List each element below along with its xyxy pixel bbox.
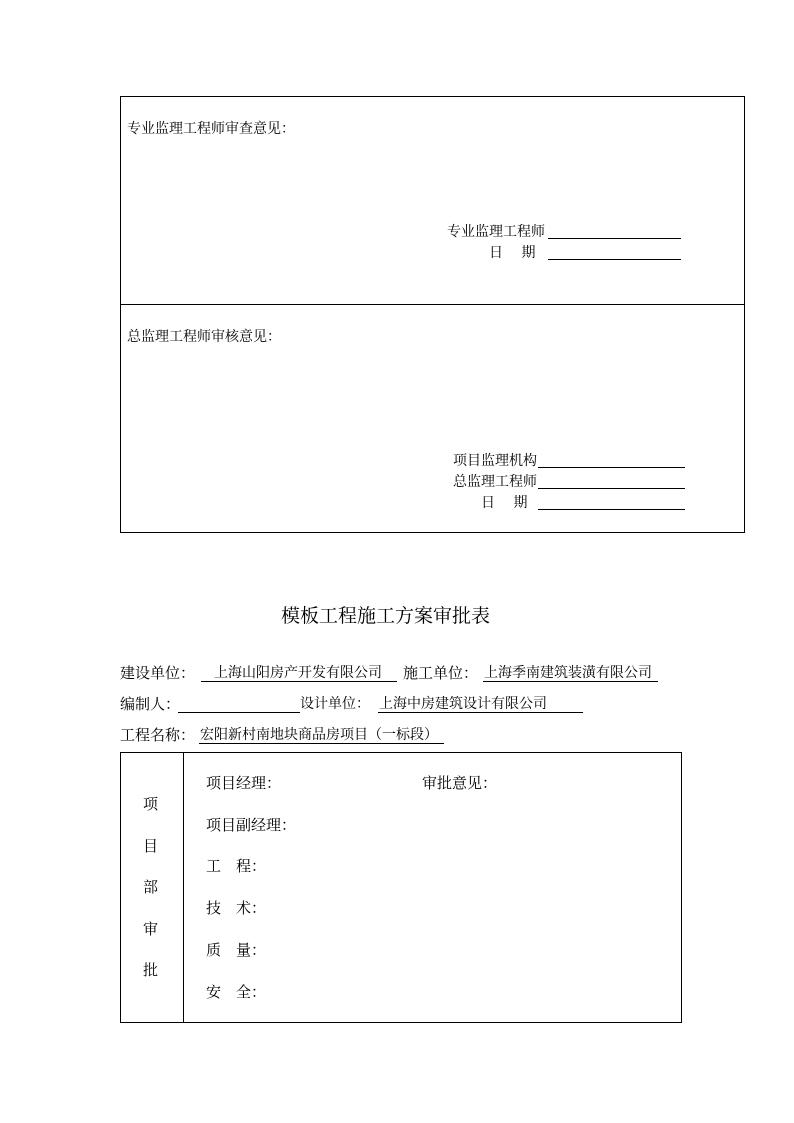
design-unit-line[interactable] <box>378 712 583 713</box>
build-unit-value[interactable]: 上海山阳房产开发有限公司 <box>214 665 382 681</box>
side-char-1: 项 <box>143 795 159 813</box>
engineer-review-heading: 专业监理工程师审查意见： <box>127 121 295 137</box>
approval-divider <box>183 752 184 1023</box>
side-char-5: 批 <box>143 961 159 979</box>
build-unit-line[interactable] <box>201 681 397 682</box>
side-char-2: 目 <box>143 837 159 855</box>
engineer-sign-line[interactable] <box>548 238 681 239</box>
engineer-date-line[interactable] <box>548 259 681 260</box>
design-unit-label: 设计单位： <box>300 696 370 712</box>
supervision-org-label: 项目监理机构 <box>453 453 537 469</box>
safety-label: 安 全： <box>206 983 267 1001</box>
design-unit-value[interactable]: 上海中房建筑设计有限公司 <box>379 696 547 712</box>
chief-date-line[interactable] <box>538 509 685 510</box>
side-char-3: 部 <box>143 878 159 896</box>
technical-label: 技 术： <box>206 899 267 917</box>
project-name-value[interactable]: 宏阳新村南地块商品房项目（一标段） <box>200 727 438 743</box>
construction-unit-line[interactable] <box>483 681 658 682</box>
chief-date-label: 日 期 <box>481 495 528 511</box>
deputy-manager-label: 项目副经理： <box>206 816 297 834</box>
editor-line[interactable] <box>178 712 300 713</box>
chief-review-heading: 总监理工程师审核意见： <box>127 329 281 345</box>
side-char-4: 审 <box>143 920 159 938</box>
construction-unit-value[interactable]: 上海季南建筑装潢有限公司 <box>484 665 652 681</box>
chief-engineer-line[interactable] <box>538 488 685 489</box>
engineer-sign-label: 专业监理工程师 <box>447 224 545 240</box>
approval-table <box>120 752 682 1023</box>
quality-label: 质 量： <box>206 941 267 959</box>
supervision-org-line[interactable] <box>538 467 685 468</box>
engineer-date-label: 日 期 <box>489 245 536 261</box>
project-name-label: 工程名称： <box>120 726 196 744</box>
editor-label: 编制人： <box>120 695 181 713</box>
approval-opinion-label: 审批意见： <box>422 774 498 792</box>
engineering-label: 工 程： <box>206 857 267 875</box>
chief-engineer-label: 总监理工程师 <box>453 474 537 490</box>
form-title: 模板工程施工方案审批表 <box>281 605 491 627</box>
project-name-line[interactable] <box>199 743 444 744</box>
build-unit-label: 建设单位： <box>120 664 196 682</box>
construction-unit-label: 施工单位： <box>403 664 479 682</box>
project-manager-label: 项目经理： <box>206 774 282 792</box>
